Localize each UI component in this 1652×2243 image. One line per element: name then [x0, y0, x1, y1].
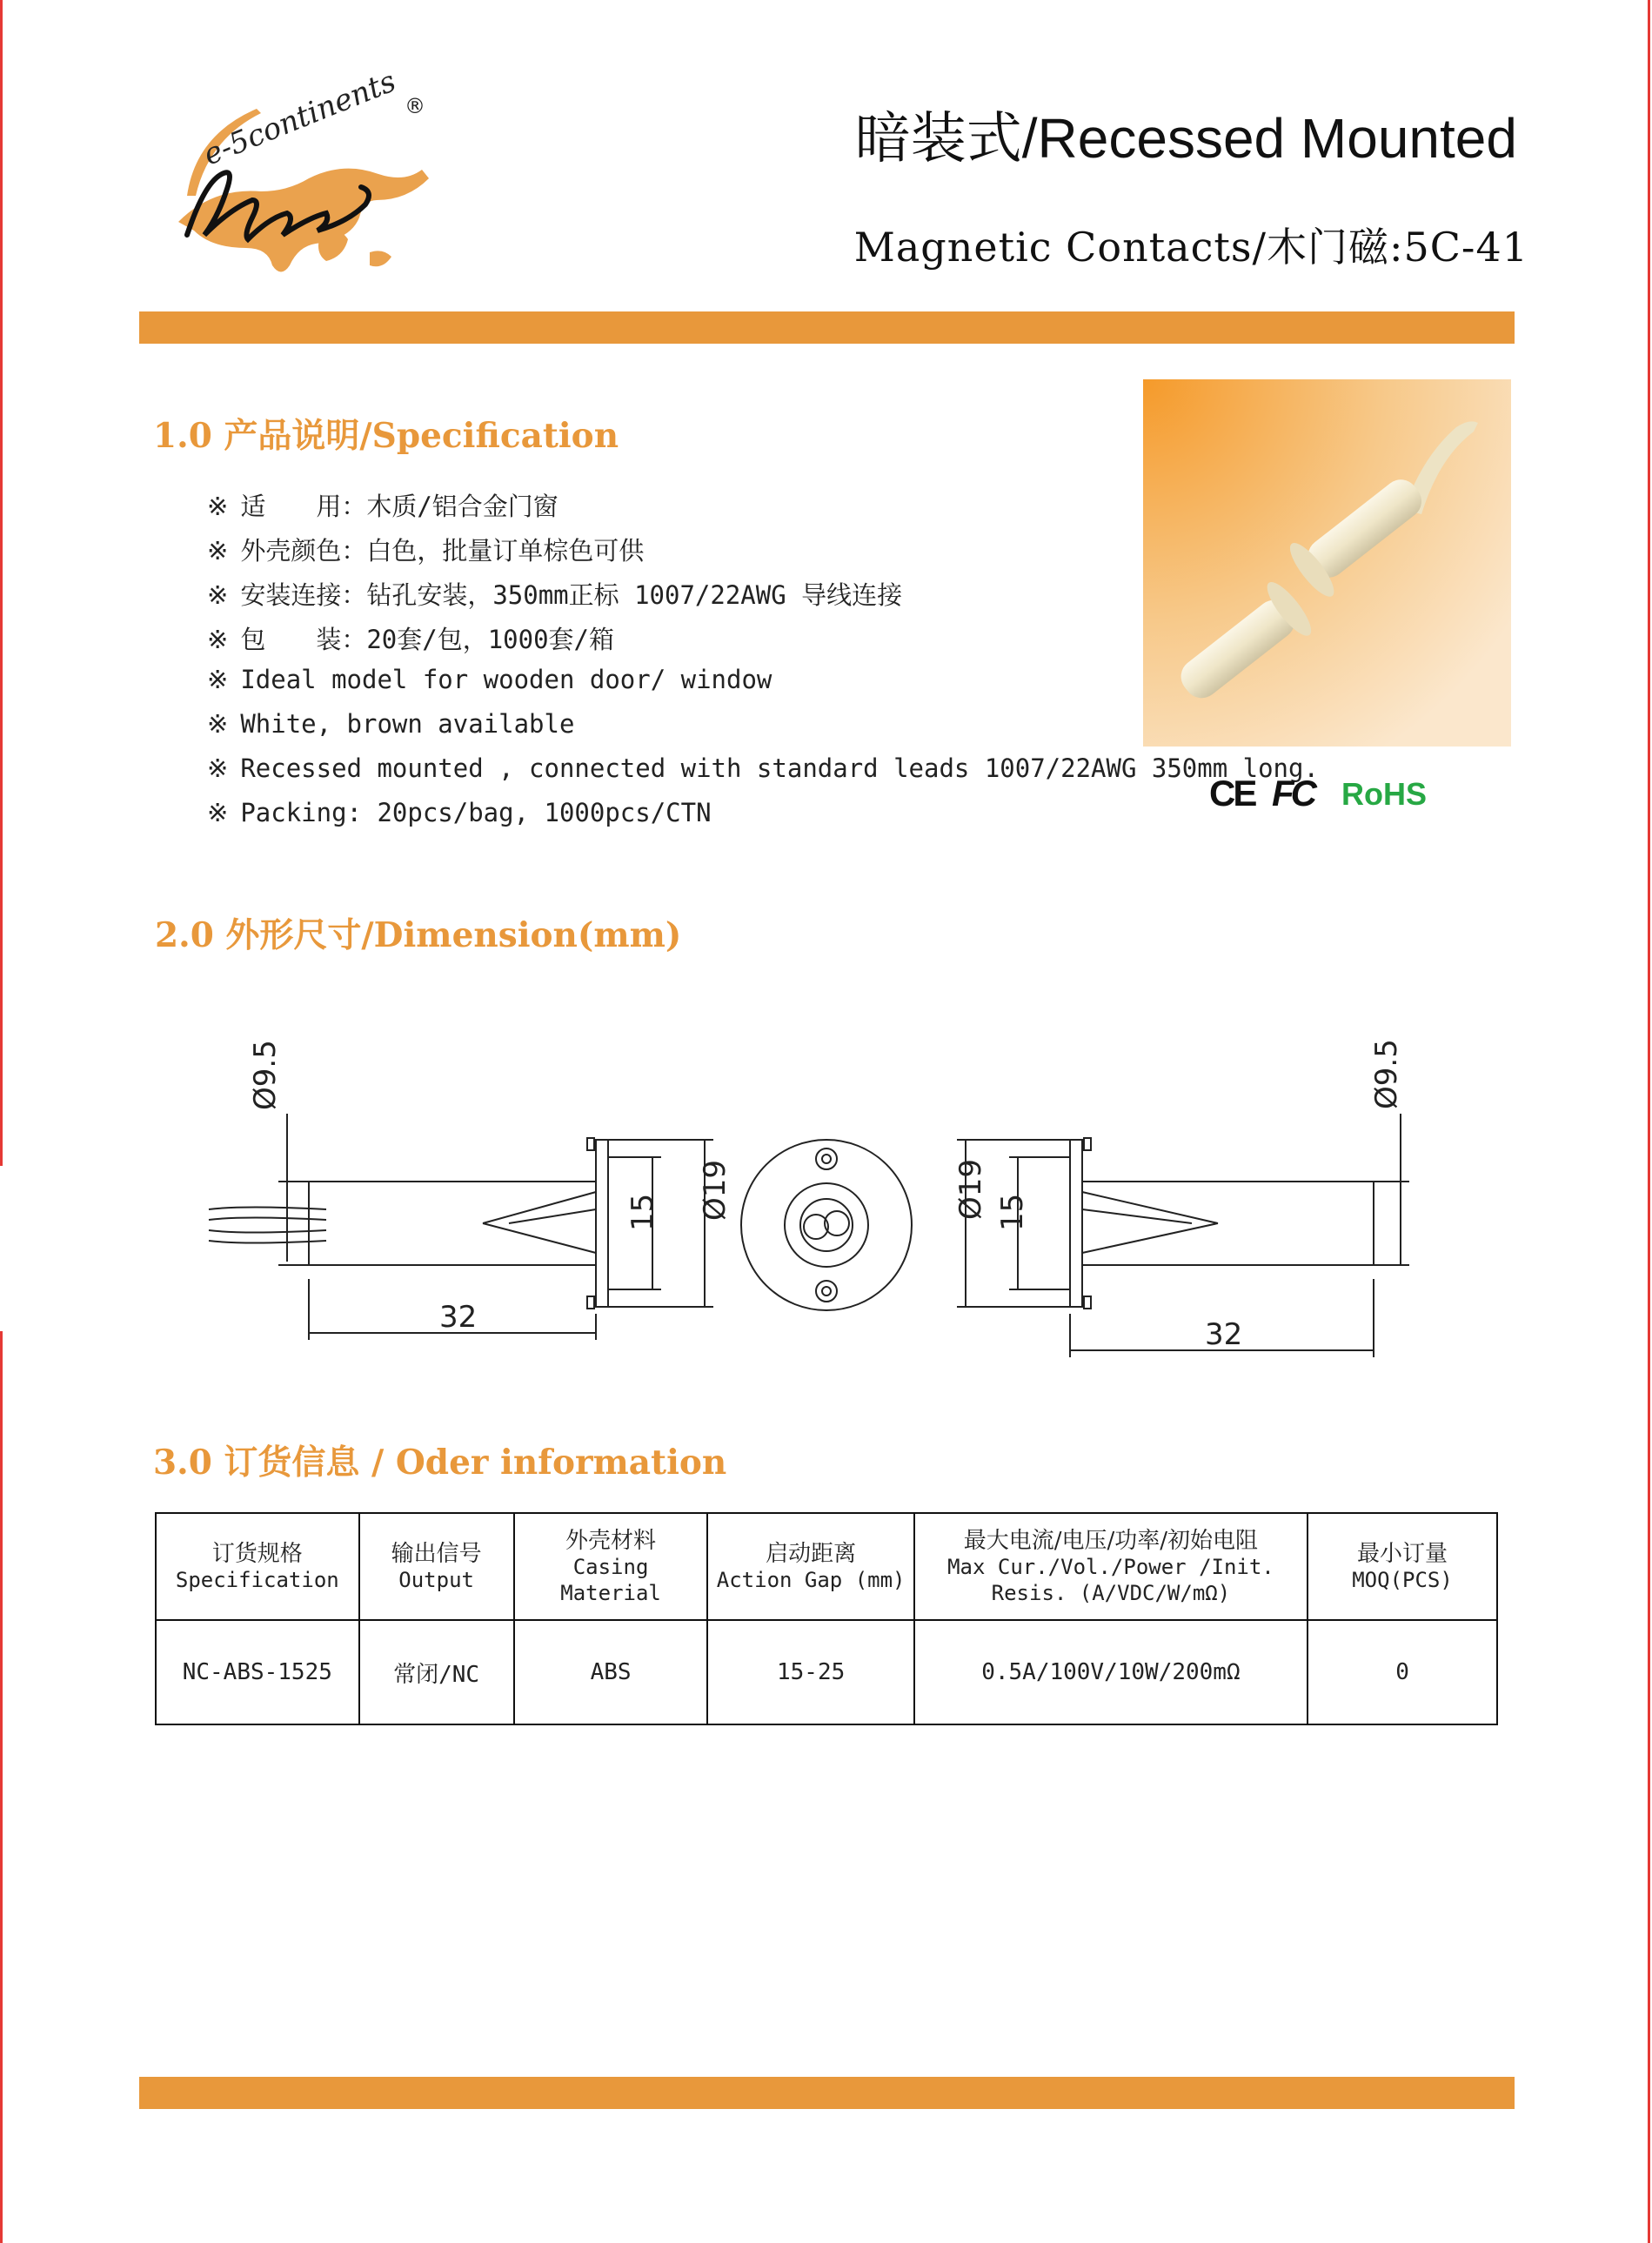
order-heading: 3.0 订货信息 / Oder information [153, 1443, 727, 1483]
logo-text: e-5continents [198, 64, 401, 173]
dim-dia-left: Ø9.5 [248, 1040, 283, 1110]
rohs-mark: RoHS [1341, 776, 1427, 812]
dimension-heading: 2.0 外形尺寸/Dimension(mm) [155, 915, 682, 955]
page-border-right [1648, 0, 1650, 2243]
footer-divider-bar [139, 2077, 1515, 2109]
dim-flange-left: Ø19 [698, 1159, 732, 1221]
table-row [156, 1620, 1497, 1724]
header-cell: 启动距离 Action Gap (mm) [707, 1513, 913, 1620]
spec-item: ※ Packing: 20pcs/bag, 1000pcs/CTN [207, 798, 712, 827]
dim-inner-left: 15 [625, 1193, 660, 1231]
table-cell: 0.5A/100V/10W/200mΩ [914, 1620, 1308, 1724]
order-table [155, 1512, 1498, 1725]
registered-mark: ® [405, 94, 425, 118]
product-photo [1143, 379, 1511, 747]
header-cell: 订货规格 Specification [156, 1513, 359, 1620]
page-subtitle: Magnetic Contacts/木门磁:5C-41 [853, 224, 1528, 271]
page-title: 暗装式/Recessed Mounted [854, 107, 1517, 170]
spec-item: ※ 适 用：木质/铝合金门窗 [207, 492, 558, 521]
ce-mark: CE [1209, 773, 1255, 814]
dim-dia-right: Ø9.5 [1369, 1039, 1404, 1109]
spec-item: ※ 安装连接：钻孔安装，350mm正标 1007/22AWG 导线连接 [207, 580, 903, 610]
header-cell: 外壳材料 Casing Material [514, 1513, 708, 1620]
page-border-left [0, 0, 3, 1166]
certification-logos [1209, 773, 1479, 820]
table-cell: NC-ABS-1525 [156, 1620, 359, 1724]
table-header-row [156, 1513, 1497, 1620]
header-cell: 最小订量 MOQ(PCS) [1308, 1513, 1497, 1620]
dim-flange-right: Ø19 [953, 1158, 988, 1220]
header-cell: 最大电流/电压/功率/初始电阻 Max Cur./Vol./Power /Init. Resis. (A/VDC/W/mΩ) [914, 1513, 1308, 1620]
dimension-drawing [191, 1039, 1444, 1375]
page-border-left-lower [0, 1331, 3, 2243]
brand-logo [170, 64, 431, 296]
table-cell: 常闭/NC [359, 1620, 514, 1724]
table-cell: 0 [1308, 1620, 1497, 1724]
spec-item: ※ 外壳颜色：白色，批量订单棕色可供 [207, 536, 645, 566]
spec-heading: 1.0 产品说明/Specification [153, 416, 619, 456]
header-divider-bar [139, 311, 1515, 344]
spec-item: ※ White, brown available [207, 709, 575, 739]
fcc-mark: FC [1272, 773, 1314, 814]
header-cell: 输出信号 Output [359, 1513, 514, 1620]
spec-item: ※ Ideal model for wooden door/ window [207, 665, 772, 694]
table-cell: ABS [514, 1620, 708, 1724]
spec-item: ※ Recessed mounted , connected with standard leads 1007/22AWG 350mm long. [207, 753, 1319, 783]
dim-length-left: 32 [439, 1300, 478, 1335]
spec-item: ※ 包 装：20套/包，1000套/箱 [207, 625, 614, 654]
table-cell: 15-25 [707, 1620, 913, 1724]
dim-inner-right: 15 [995, 1193, 1030, 1231]
dim-length-right: 32 [1205, 1317, 1243, 1352]
